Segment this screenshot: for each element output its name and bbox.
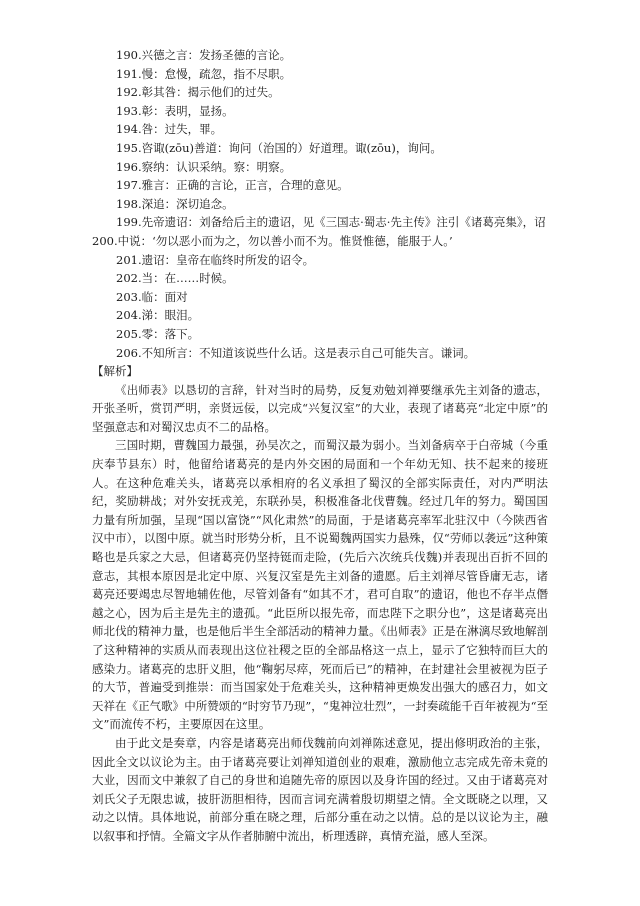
analysis-paragraph: 三国时期，曹魏国力最强，孙吴次之，而蜀汉最为弱小。当刘备病卒于白帝城（今重庆奉节县东）时，他留给诸葛亮的是内外交困的局面和一个年幼无知、扶不起来的接班人。在这种危难关头，诸葛亮以承相府的名义承担了蜀汉的全部实际责任，对内严明法纪，奖励耕战；对外安抚戎羌，东联孙吴，积极准备北伐曹魏。经过几年的努力。蜀国国力量有所加强，呈现“国以富饶”“风化肃然”的局面，于是诸葛亮率军北驻汉中（今陕西省汉中市），以图中原。就当时形势分析，且不说蜀魏两国实力悬殊，仅“劳师以袭远”这种策略也是兵家之大忌，但诸葛亮仍坚持铤而走险，(先后六次统兵伐魏)并表现出百折不回的意志，其根本原因是北定中原、兴复汉室是先主刘备的遗愿。后主刘禅尽管昏庸无志，诸葛亮还要竭忠尽智地辅佐他，尽管刘备有“如其不才，君可自取”的遗诏，他也不存半点僭越之心，因为后主是先主的遗孤。“此臣所以报先帝，而忠陛下之职分也”，这是诸葛亮出师北伐的精神力量，也是他后半生全部活动的精神力量。《出师表》正是在淋漓尽致地解剖了这种精神的实质从而表现出这位社稷之臣的全部品格这一点上，显示了它独特而巨大的感染力。诸葛亮的忠肝义胆，他“鞠躬尽瘁，死而后已”的精神，在封建社会里被视为臣子的大节，普遍受到推崇：而当国家处于危难关头，这种精神更焕发出强大的感召力，如文天祥在《正气歌》中所赞颂的“时穷节乃现”，“鬼神泣壮烈”，一封奏疏能千百年被视为“至文”而流传不朽，主要原因在这里。 xyxy=(92,438,548,732)
note-item: 205.零：落下。 xyxy=(116,326,200,341)
analysis-heading: 【解析】 xyxy=(92,364,138,379)
note-item: 195.咨诹(zōu)善道：询问（治国的）好道理。诹(zōu)，询问。 xyxy=(116,140,442,155)
note-item: 199.先帝遗诏：刘备给后主的遗诏，见《三国志·蜀志·先主传》注引《诸葛亮集》，诏 200.中说：‘勿以恶小而为之，勿以善小而不为。惟贤惟德，能服于人。’ xyxy=(92,215,546,248)
note-item: 201.遗诏：皇帝在临终时所发的诏令。 xyxy=(116,252,315,267)
analysis-body xyxy=(92,381,548,846)
note-item: 197.雅言：正确的言论，正言，合理的意见。 xyxy=(116,178,349,193)
note-item: 192.彰其咎：揭示他们的过失。 xyxy=(116,85,280,100)
note-item: 204.涕：眼泪。 xyxy=(116,308,200,323)
note-item: 194.咎：过失，罪。 xyxy=(116,122,223,137)
analysis-paragraph: 《出师表》以恳切的言辞，针对当时的局势，反复劝勉刘禅要继承先主刘备的遗志，开张圣听，赏罚严明，亲贤远佞，以完成“兴复汉室”的大业，表现了诸葛亮“北定中原”的坚强意志和对蜀汉忠贞不二的品格。 xyxy=(92,382,548,434)
note-item: 206.不知所言：不知道该说些什么话。这是表示自己可能失言。谦词。 xyxy=(116,345,476,360)
note-item: 196.察纳：认识采纳。察：明察。 xyxy=(116,159,292,174)
analysis-paragraph: 由于此文是奏章，内容是诸葛亮出师伐魏前向刘禅陈述意见，提出修明政治的主张，因此全文以议论为主。由于诸葛亮要让刘禅知道创业的艰难，激励他立志完成先帝未竟的大业，因而文中兼叙了自己的身世和追随先帝的原因以及身许国的经过。又由于诸葛亮对刘氏父子无限忠诚，披肝沥胆相待，因而言词充满着殷切期望之情。全文既晓之以理，又动之以情。具体地说，前部分重在晓之理，后部分重在动之以情。总的是以议论为主，融以叙事和抒情。全篇文字从作者肺腑中流出，析理透辟，真情充溢，感人至深。 xyxy=(92,735,548,843)
notes-list xyxy=(92,46,548,362)
note-item: 191.慢：怠慢，疏忽，指不尽职。 xyxy=(116,66,292,81)
note-item: 203.临：面对 xyxy=(116,289,188,304)
note-item: 193.彰：表明，显扬。 xyxy=(116,103,234,118)
note-item: 198.深追：深切追念。 xyxy=(116,196,234,211)
note-item: 202.当：在……时候。 xyxy=(116,271,234,286)
note-item: 190.兴德之言：发扬圣德的言论。 xyxy=(116,48,292,62)
